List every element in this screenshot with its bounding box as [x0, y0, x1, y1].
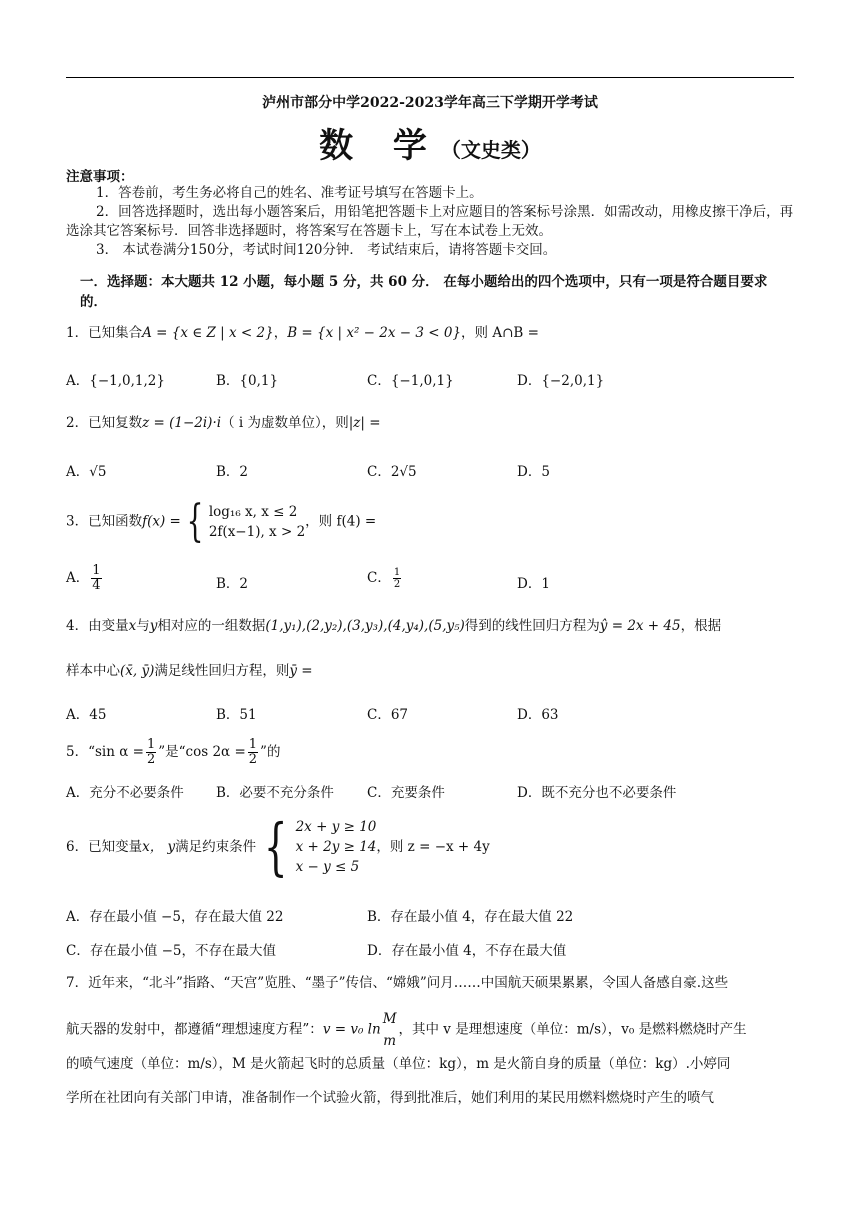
question-3 [66, 496, 794, 547]
q4-var-x: x [128, 618, 137, 634]
q4-center: (x̄, ȳ) [120, 663, 155, 679]
top-rule [66, 77, 794, 78]
q4-mid: 相对应的一组数据 [157, 618, 266, 634]
question-4-line-2 [66, 660, 794, 682]
q2-suffix: |z| = [348, 415, 381, 431]
q3-brace: { [186, 496, 204, 547]
q6-constraint-3: x − y ≤ 5 [295, 859, 360, 875]
q3-case-2: 2f(x−1), x > 2 [208, 524, 306, 540]
q1-sep: ， [273, 325, 288, 341]
note-2: 2．回答选择题时，选出每小题答案后，用铅笔把答题卡上对应题目的答案标号涂黑．如需改动，用橡皮擦干净后，再选涂其它答案标号．回答非选择题时，将答案写在答题卡上，写在本试卷上无效。 [66, 204, 794, 239]
q6-option-d: D．存在最小值 4，不存在最大值 [367, 943, 567, 959]
q5-num-1: 1 [146, 737, 156, 752]
exam-subtitle: 泸州市部分中学2022-2023学年高三下学期开学考试 [262, 95, 598, 111]
q7-frac-num: M [382, 1011, 397, 1027]
q3-option-c-label: C． [367, 570, 391, 586]
q6-option-a: A．存在最小值 −5，存在最大值 22 [66, 909, 284, 925]
q5-prefix: 5．“sin α = [66, 744, 144, 760]
q4-eq: ŷ = 2x + 45 [599, 618, 681, 634]
q1-option-c: C．{−1,0,1} [367, 373, 454, 389]
q6-suffix: ，则 z = −x + 4y [376, 839, 490, 855]
q6-option-b: B．存在最小值 4，存在最大值 22 [367, 909, 574, 925]
question-6 [66, 810, 794, 883]
question-2 [66, 412, 794, 434]
q2-prefix: 2．已知复数 [66, 415, 143, 431]
q3-fx: f(x) = [142, 513, 181, 530]
q7-l2-suffix: ，其中 v 是理想速度（单位：m/s），v₀ 是燃料燃烧时产生 [398, 1021, 747, 1038]
q1-prefix: 1．已知集合 [66, 325, 143, 341]
q2-option-a: A．√5 [66, 464, 107, 480]
question-7-line-4: 学所在社团向有关部门申请，准备制作一个试验火箭，得到批准后，她们利用的某民用燃料燃烧时产生的喷气 [66, 1090, 714, 1106]
q1-suffix: ，则 A∩B = [461, 325, 539, 341]
q2-expr: z = (1−2i)·i [142, 415, 222, 431]
q6-vars: x， y [142, 839, 176, 855]
note-1: 1．答卷前，考生务必将自己的姓名、准考证号填写在答题卡上。 [96, 185, 483, 201]
q4-suffix: ，根据 [680, 618, 722, 634]
q6-constraints [296, 817, 377, 877]
q4-and: 与 [136, 618, 150, 634]
q5-suffix: ”的 [260, 744, 281, 760]
exam-title [0, 118, 860, 167]
q5-option-c: C．充要条件 [367, 785, 445, 801]
question-4-line-1 [66, 615, 794, 637]
q2-option-b: B．2 [216, 464, 249, 480]
q6-constraint-2: x + 2y ≥ 14 [295, 839, 377, 855]
note-3: 3． 本试卷满分150分，考试时间120分钟． 考试结束后，请将答题卡交回。 [96, 242, 557, 258]
q1-option-a: A．{−1,0,1,2} [66, 373, 165, 389]
q3-option-a-den: 4 [92, 578, 101, 593]
q6-constraint-1: 2x + y ≥ 10 [295, 819, 377, 835]
q3-option-c [367, 566, 403, 590]
q2-option-d: D．5 [517, 464, 550, 480]
q3-option-a-num: 1 [92, 563, 101, 578]
q7-frac-den: m [383, 1033, 396, 1049]
q4-l2-suffix: 满足线性回归方程，则 [154, 663, 290, 679]
q3-option-c-frac [393, 567, 401, 590]
q2-mid: （ i 为虚数单位），则 [221, 415, 349, 431]
q4-option-c: C．67 [367, 707, 409, 723]
q1-set-a: A = {x ∈ Z | x < 2} [142, 325, 274, 341]
q1-option-b: B．{0,1} [216, 373, 279, 389]
q3-cases [209, 502, 305, 542]
q5-num-2: 1 [248, 737, 258, 752]
q6-option-c: C．存在最小值 −5，不存在最大值 [66, 943, 277, 959]
q1-set-b: B = {x | x² − 2x − 3 < 0} [287, 325, 462, 341]
q4-var-y: y [149, 618, 158, 634]
q6-prefix: 6．已知变量 [66, 839, 143, 855]
q4-l2-prefix: 样本中心 [66, 663, 120, 679]
q7-formula: v = v₀ ln [322, 1021, 381, 1038]
q7-l2-prefix: 航天器的发射中，都遵循“理想速度方程”： [66, 1021, 323, 1038]
q3-option-c-den: 2 [393, 579, 401, 590]
q3-suffix: ，则 f(4) = [305, 513, 377, 530]
q6-mid: 满足约束条件 [175, 839, 257, 855]
question-7-line-2 [66, 1008, 794, 1052]
q3-option-a-frac [91, 564, 101, 593]
title-main: 数 学 [319, 126, 441, 166]
question-1 [66, 322, 794, 344]
q4-ybar: ȳ = [289, 663, 313, 679]
title-sub: （文史类） [440, 138, 541, 162]
section-heading: 一．选择题：本大题共 12 小题，每小题 5 分，共 60 分． 在每小题给出的四个选项中，只有一项是符合题目要求的． [80, 274, 768, 310]
q5-den-2: 2 [248, 752, 258, 767]
notes-heading: 注意事项： [66, 169, 134, 185]
q5-option-d: D．既不充分也不必要条件 [517, 785, 677, 801]
q4-option-b: B．51 [216, 707, 257, 723]
q5-den-1: 2 [146, 752, 156, 767]
q3-case-1: log₁₆ x, x ≤ 2 [208, 504, 298, 520]
q5-option-a: A．充分不必要条件 [66, 785, 184, 801]
q4-option-d: D．63 [517, 707, 559, 723]
q3-option-a-label: A． [66, 570, 90, 586]
q4-option-a: A．45 [66, 707, 107, 723]
q4-prefix: 4．由变量 [66, 618, 129, 634]
q1-option-d: D．{−2,0,1} [517, 373, 605, 389]
q5-mid: ”是“cos 2α = [158, 744, 246, 760]
question-7-line-1: 7．近年来，“北斗”指路、“天宫”览胜、“墨子”传信、“嫦娥”问月……中国航天硕果累累，令国人备感自豪.这些 [66, 975, 729, 991]
q3-prefix: 3．已知函数 [66, 513, 143, 530]
q3-option-b: B．2 [216, 576, 249, 592]
q4-data: (1,y₁),(2,y₂),(3,y₃),(4,y₄),(5,y₅) [265, 618, 465, 634]
q2-option-c: C．2√5 [367, 464, 417, 480]
q5-option-b: B．必要不充分条件 [216, 785, 334, 801]
question-5 [66, 738, 794, 767]
q3-option-c-num: 1 [393, 567, 401, 578]
q3-option-d: D．1 [517, 576, 550, 592]
q3-option-a [66, 564, 104, 593]
q6-brace: { [264, 810, 288, 883]
q5-frac-2 [248, 738, 258, 767]
q5-frac-1 [146, 738, 156, 767]
q4-mid2: 得到的线性回归方程为 [464, 618, 600, 634]
q7-frac [383, 1008, 397, 1052]
question-7-line-3: 的喷气速度（单位：m/s），M 是火箭起飞时的总质量（单位：kg），m 是火箭自身的质量（单位：kg）.小婷同 [66, 1056, 731, 1072]
